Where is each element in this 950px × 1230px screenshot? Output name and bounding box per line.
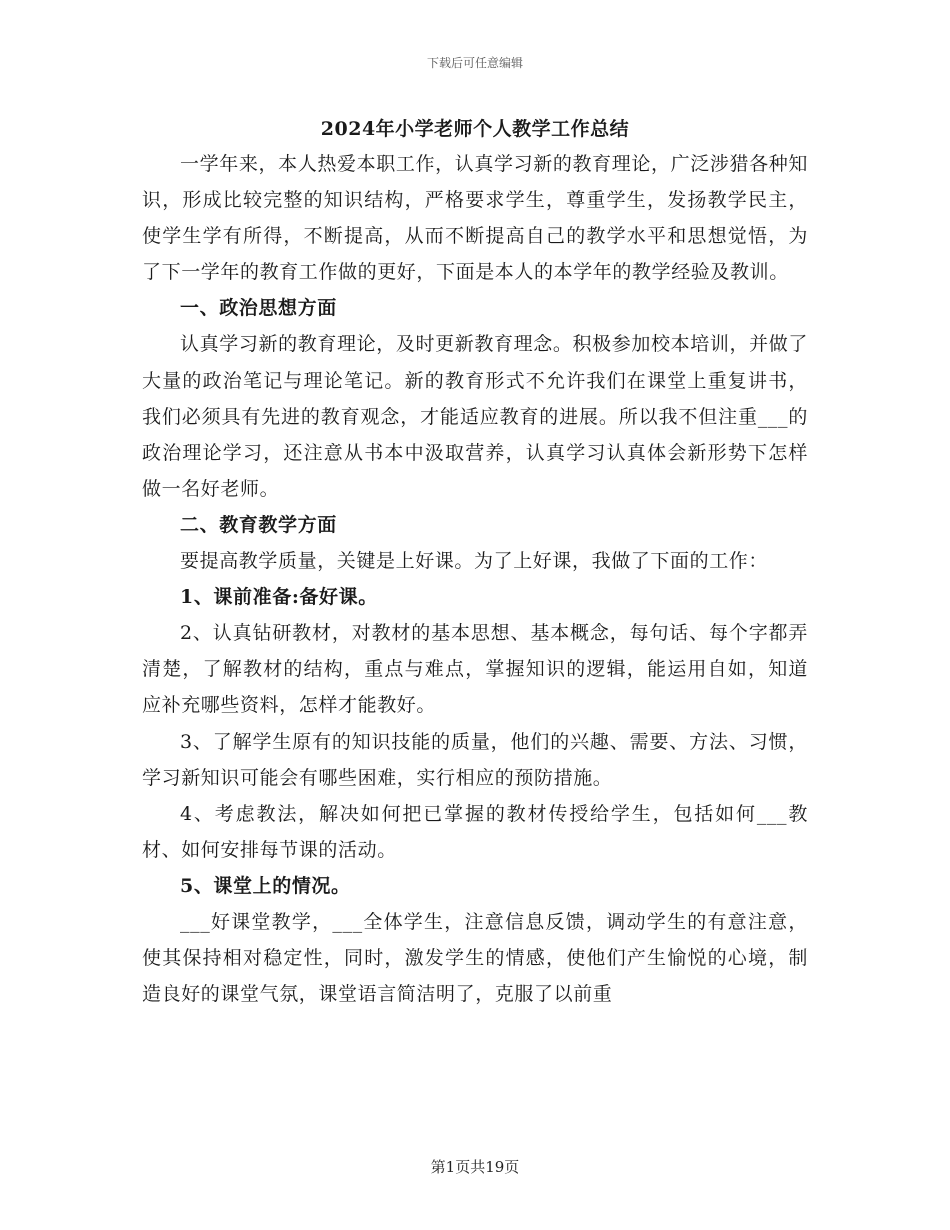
- page-footer: 第1页共19页: [430, 1158, 520, 1176]
- paragraph: 4、考虑教法，解决如何把已掌握的教材传授给学生，包括如何___教材、如何安排每节课的活动。: [142, 802, 808, 861]
- paragraph: ___好课堂教学，___全体学生，注意信息反馈，调动学生的有意注意，使其保持相对稳定性，同时，激发学生的情感，使他们产生愉悦的心境，制造良好的课堂气氛，课堂语言简洁明了，克服了以前重: [142, 910, 808, 1006]
- paragraph: 认真学习新的教育理论，及时更新教育理念。积极参加校本培训，并做了大量的政治笔记与理论笔记。新的教育形式不允许我们在课堂上重复讲书，我们必须具有先进的教育观念，才能适应教育的进展。所以我不但注重___的政治理论学习，还注意从书本中汲取营养，认真学习认真体会新形势下怎样做一名好老师。: [142, 333, 808, 500]
- header-note: 下载后可任意编辑: [426, 56, 523, 70]
- paragraph: 一学年来，本人热爱本职工作，认真学习新的教育理论，广泛涉猎各种知识，形成比较完整的知识结构，严格要求学生，尊重学生，发扬教学民主，使学生学有所得，不断提高，从而不断提高自己的教学水平和思想觉悟，为了下一学年的教育工作做的更好，下面是本人的本学年的教学经验及教训。: [142, 153, 808, 284]
- document-title: 2024年小学老师个人教学工作总结: [320, 118, 630, 140]
- subsection-heading: 1、课前准备:备好课。: [180, 586, 378, 609]
- document-body: [142, 146, 808, 1012]
- paragraph: 要提高教学质量，关键是上好课。为了上好课，我做了下面的工作：: [180, 550, 769, 573]
- section-heading: 二、教育教学方面: [180, 513, 337, 536]
- paragraph: 3、了解学生原有的知识技能的质量，他们的兴趣、需要、方法、习惯，学习新知识可能会有哪些困难，实行相应的预防措施。: [142, 730, 808, 789]
- paragraph: 2、认真钻研教材，对教材的基本思想、基本概念，每句话、每个字都弄清楚，了解教材的结构，重点与难点，掌握知识的逻辑，能运用自如，知道应补充哪些资料，怎样才能教好。: [142, 622, 808, 717]
- subsection-heading: 5、课堂上的情况。: [180, 874, 351, 897]
- section-heading: 一、政治思想方面: [180, 297, 337, 320]
